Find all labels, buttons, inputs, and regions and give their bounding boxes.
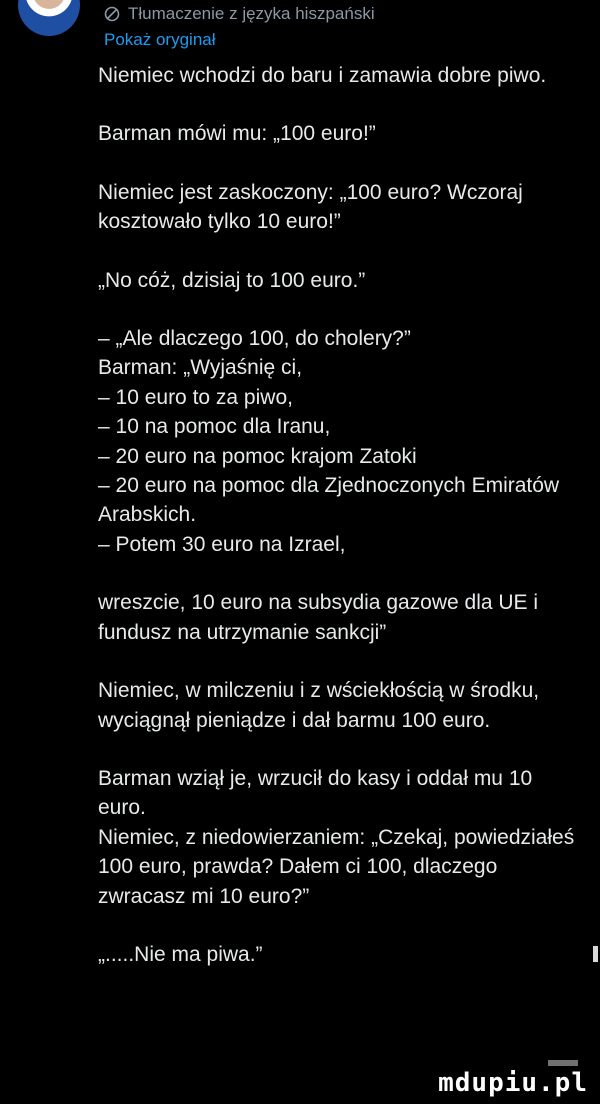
translation-label: Tłumaczenie z języka hiszpański — [128, 4, 375, 23]
avatar[interactable] — [18, 0, 80, 36]
paragraph-5-line-7: – Potem 30 euro na Izrael, — [98, 532, 346, 556]
paragraph-9: „.....Nie ma piwa.” — [98, 942, 263, 966]
paragraph-5-line-1: – „Ale dlaczego 100, do cholery?” — [98, 327, 411, 351]
paragraph-5-line-2: Barman: „Wyjaśnię ci, — [98, 356, 303, 380]
paragraph-8-line-2: Niemiec, z niedowierzaniem: „Czekaj, powiedziałeś 100 euro, prawda? Dałem ci 100, dlaczego zwracasz mi 10 euro?” — [98, 825, 575, 908]
show-original-link[interactable]: Pokaż oryginał — [104, 30, 216, 49]
paragraph-1: Niemiec wchodzi do baru i zamawia dobre piwo. — [98, 64, 547, 87]
paragraph-3: Niemiec jest zaskoczony: „100 euro? Wczoraj kosztowało tylko 10 euro!” — [98, 180, 523, 234]
scrollbar-thumb[interactable] — [593, 946, 598, 962]
paragraph-6: wreszcie, 10 euro na subsydia gazowe dla UE i fundusz na utrzymanie sankcji” — [98, 591, 539, 644]
paragraph-5-line-5: – 20 euro na pomoc krajom Zatoki — [98, 444, 417, 468]
paragraph-4: „No cóż, dzisiaj to 100 euro.” — [98, 268, 366, 292]
watermark-bar — [548, 1060, 578, 1066]
translation-notice — [104, 2, 375, 26]
paragraph-5-line-6: – 20 euro na pomoc dla Zjednoczonych Emiratów Arabskich. — [98, 474, 560, 527]
watermark: mdupiu.pl — [438, 1068, 588, 1098]
paragraph-2: Barman mówi mu: „100 euro!” — [98, 122, 376, 146]
paragraph-5-line-3: – 10 euro to za piwo, — [98, 385, 293, 409]
post-text — [98, 61, 578, 969]
paragraph-5-line-4: – 10 na pomoc dla Iranu, — [98, 415, 331, 439]
paragraph-7: Niemiec, w milczeniu i z wściekłością w środku, wyciągnął pieniądze i dał barmu 100 euro. — [98, 679, 540, 732]
globe-icon — [104, 6, 120, 22]
paragraph-8-line-1: Barman wziął je, wrzucił do kasy i oddał mu 10 euro. — [98, 766, 533, 820]
